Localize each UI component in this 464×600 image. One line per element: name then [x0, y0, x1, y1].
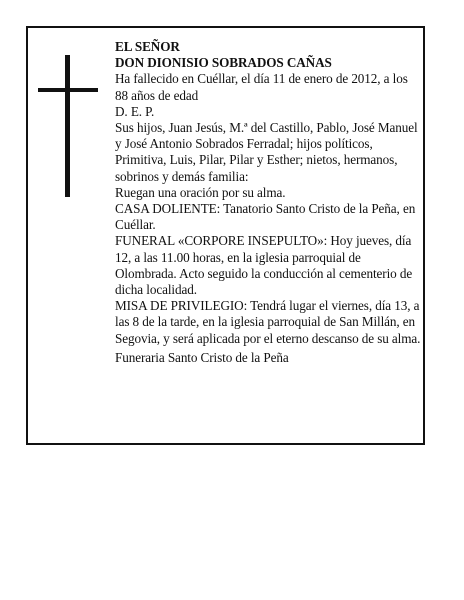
funeral-home-info: CASA DOLIENTE: Tanatorio Santo Cristo de la Peña, en Cuéllar.: [115, 201, 416, 233]
obituary-text: [115, 39, 422, 366]
cross-horizontal-bar: [38, 88, 98, 92]
cross-vertical-bar: [65, 55, 70, 197]
notice-title: EL SEÑOR: [115, 39, 180, 54]
funeral-info: FUNERAL «CORPORE INSEPULTO»: Hoy jueves, día 12, a las 11.00 horas, en la iglesia parroquial de Olombrada. Acto seguido la conducción al cementerio de dicha localidad.: [115, 233, 413, 298]
family-list: Sus hijos, Juan Jesús, M.ª del Castillo, Pablo, José Manuel y José Antonio Sobrados Ferradal; hijos políticos, Primitiva, Luis, Pilar, Pilar y Esther; nietos, hermanos, sobrinos y demás familia:: [115, 120, 418, 184]
cross-icon: [38, 55, 98, 197]
obituary-notice: [26, 26, 425, 445]
death-announcement: Ha fallecido en Cuéllar, el día 11 de enero de 2012, a los 88 años de edad: [115, 71, 408, 103]
prayer-request: Ruegan una oración por su alma.: [115, 184, 286, 200]
mass-info: MISA DE PRIVILEGIO: Tendrá lugar el viernes, día 13, a las 8 de la tarde, en la iglesia parroquial de San Millán, en Segovia, y será aplicada por el eterno descanso de su alma.: [115, 298, 421, 346]
funeral-service-name: Funeraria Santo Cristo de la Peña: [115, 349, 289, 365]
deceased-name: DON DIONISIO SOBRADOS CAÑAS: [115, 55, 332, 71]
rip-line: D. E. P.: [115, 103, 155, 119]
